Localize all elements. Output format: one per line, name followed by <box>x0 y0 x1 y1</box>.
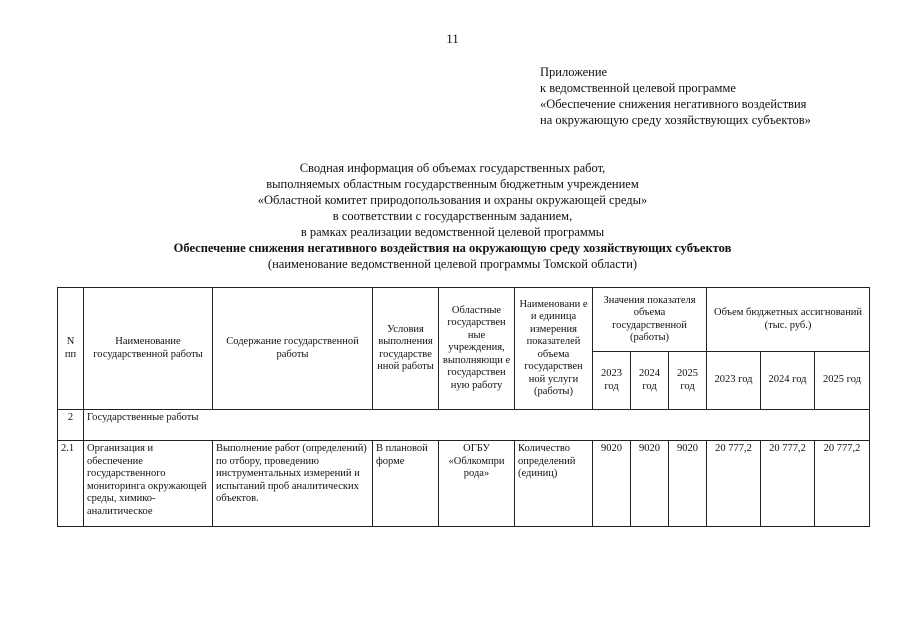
header-bud-2024: 2024 год <box>761 352 815 410</box>
summary-line: «Областной комитет природопользования и охраны окружающей среды» <box>257 193 648 207</box>
header-indicator-group: Значения показателя объема государственной (работы) <box>593 288 707 352</box>
appendix-line: «Обеспечение снижения негативного воздействия <box>540 97 807 111</box>
summary-heading <box>0 160 905 272</box>
program-note: (наименование ведомственной целевой программы Томской области) <box>267 257 638 271</box>
row-content: Выполнение работ (определений) по отбору, проведению инструментальных измерений и испытаний проб аналитических объектов. <box>213 441 373 527</box>
page-number: 11 <box>446 31 459 46</box>
header-bud-2023: 2023 год <box>707 352 761 410</box>
row-ind-2025: 9020 <box>669 441 707 527</box>
header-num: N пп <box>58 288 84 410</box>
appendix-block <box>540 64 811 128</box>
header-row <box>58 288 870 352</box>
row-bud-2025: 20 777,2 <box>815 441 870 527</box>
header-unit: Наименовани е и единица измерения показателей объема государствен ной услуги (работы) <box>515 288 593 410</box>
summary-line: Сводная информация об объемах государственных работ, <box>299 161 606 175</box>
table-row <box>58 441 870 527</box>
header-budget-group: Объем бюджетных ассигнований (тыс. руб.) <box>707 288 870 352</box>
row-ind-2023: 9020 <box>593 441 631 527</box>
row-name: Организация и обеспечение государственного мониторинга окружающей среды, химико-аналитическое <box>84 441 213 527</box>
summary-line: в рамках реализации ведомственной целевой программы <box>300 225 605 239</box>
header-bud-2025: 2025 год <box>815 352 870 410</box>
appendix-line: к ведомственной целевой программе <box>540 81 736 95</box>
row-ind-2024: 9020 <box>631 441 669 527</box>
row-conditions: В плановой форме <box>373 441 439 527</box>
header-ind-2023: 2023 год <box>593 352 631 410</box>
works-table <box>57 287 870 527</box>
summary-line: в соответствии с государственным заданием, <box>332 209 573 223</box>
row-bud-2023: 20 777,2 <box>707 441 761 527</box>
row-unit: Количество определений (единиц) <box>515 441 593 527</box>
header-conditions: Условия выполнения государстве нной работы <box>373 288 439 410</box>
header-ind-2025: 2025 год <box>669 352 707 410</box>
header-content: Содержание государственной работы <box>213 288 373 410</box>
appendix-line: на окружающую среду хозяйствующих субъектов» <box>540 113 811 127</box>
row-bud-2024: 20 777,2 <box>761 441 815 527</box>
section-row <box>58 410 870 441</box>
appendix-line: Приложение <box>540 65 608 79</box>
summary-line: выполняемых областным государственным бюджетным учреждением <box>266 177 639 191</box>
section-label: Государственные работы <box>84 410 870 441</box>
header-institutions: Областные государствен ные учреждения, выполняющи е государствен ную работу <box>439 288 515 410</box>
row-num: 2.1 <box>58 441 84 527</box>
program-title: Обеспечение снижения негативного воздействия на окружающую среду хозяйствующих субъектов <box>173 241 732 255</box>
row-institution: ОГБУ «Облкомпри рода» <box>439 441 515 527</box>
section-num: 2 <box>58 410 84 441</box>
header-name: Наименование государственной работы <box>84 288 213 410</box>
header-ind-2024: 2024 год <box>631 352 669 410</box>
